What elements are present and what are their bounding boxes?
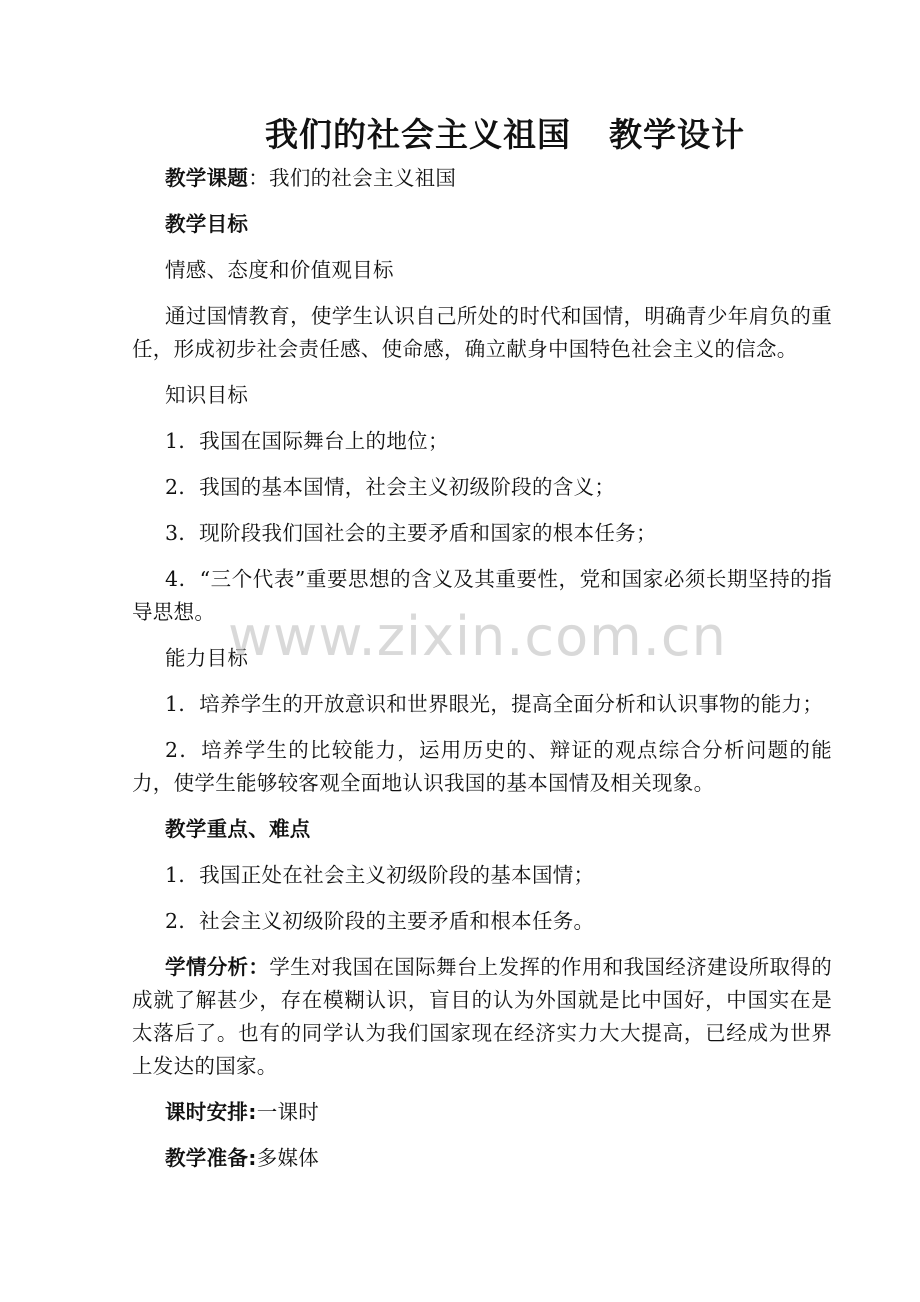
topic-label: 教学课题 [165,166,249,190]
key-point-item-1: 1．我国正处在社会主义初级阶段的基本国情； [165,863,595,887]
topic-value: 我们的社会主义祖国 [269,166,457,190]
watermark: www.zixin.com.cn [228,605,727,668]
prep-value: 多媒体 [256,1146,320,1170]
page-title [0,112,920,158]
prep-label: 教学准备: [165,1146,257,1170]
knowledge-item-1: 1．我国在国际舞台上的地位； [165,429,449,453]
knowledge-item-4: 4．“三个代表”重要思想的含义及其重要性，党和国家必须长期坚持的指导思想。 [132,567,832,624]
schedule-line [132,1096,832,1129]
title-sub: 教学设计 [609,115,745,154]
knowledge-heading: 知识目标 [165,383,249,407]
emotion-heading: 情感、态度和价值观目标 [165,258,394,282]
analysis-text: 学生对我国在国际舞台上发挥的作用和我国经济建设所取得的成就了解甚少，存在模糊认识，盲目的认为外国就是比中国好，中国实在是太落后了。也有的同学认为我们国家现在经济实力大大提高，已经成为世界上发达的国家。 [132,955,832,1078]
document-body [132,162,832,1188]
topic-sep: ： [248,166,270,190]
prep-line [132,1142,832,1175]
ability-item-1: 1．培养学生的开放意识和世界眼光，提高全面分析和认识事物的能力； [165,692,824,716]
key-points-heading: 教学重点、难点 [165,817,311,841]
ability-item-2: 2．培养学生的比较能力，运用历史的、辩证的观点综合分析问题的能力，使学生能够较客观全面地认识我国的基本国情及相关现象。 [132,738,832,795]
objectives-heading: 教学目标 [165,212,249,236]
key-point-item-2: 2．社会主义初级阶段的主要矛盾和根本任务。 [165,909,595,933]
schedule-value: 一课时 [256,1100,320,1124]
ability-heading: 能力目标 [165,646,249,670]
emotion-paragraph: 通过国情教育，使学生认识自己所处的时代和国情，明确青少年肩负的重任，形成初步社会责任感、使命感，确立献身中国特色社会主义的信念。 [132,304,832,361]
analysis-label: 学情分析： [165,955,270,979]
title-main: 我们的社会主义祖国 [265,115,571,154]
schedule-label: 课时安排: [165,1100,257,1124]
knowledge-item-3: 3．现阶段我们国社会的主要矛盾和国家的根本任务； [165,521,657,545]
analysis-paragraph [132,951,832,1083]
topic-line [132,162,832,195]
knowledge-item-2: 2．我国的基本国情，社会主义初级阶段的含义； [165,475,616,499]
